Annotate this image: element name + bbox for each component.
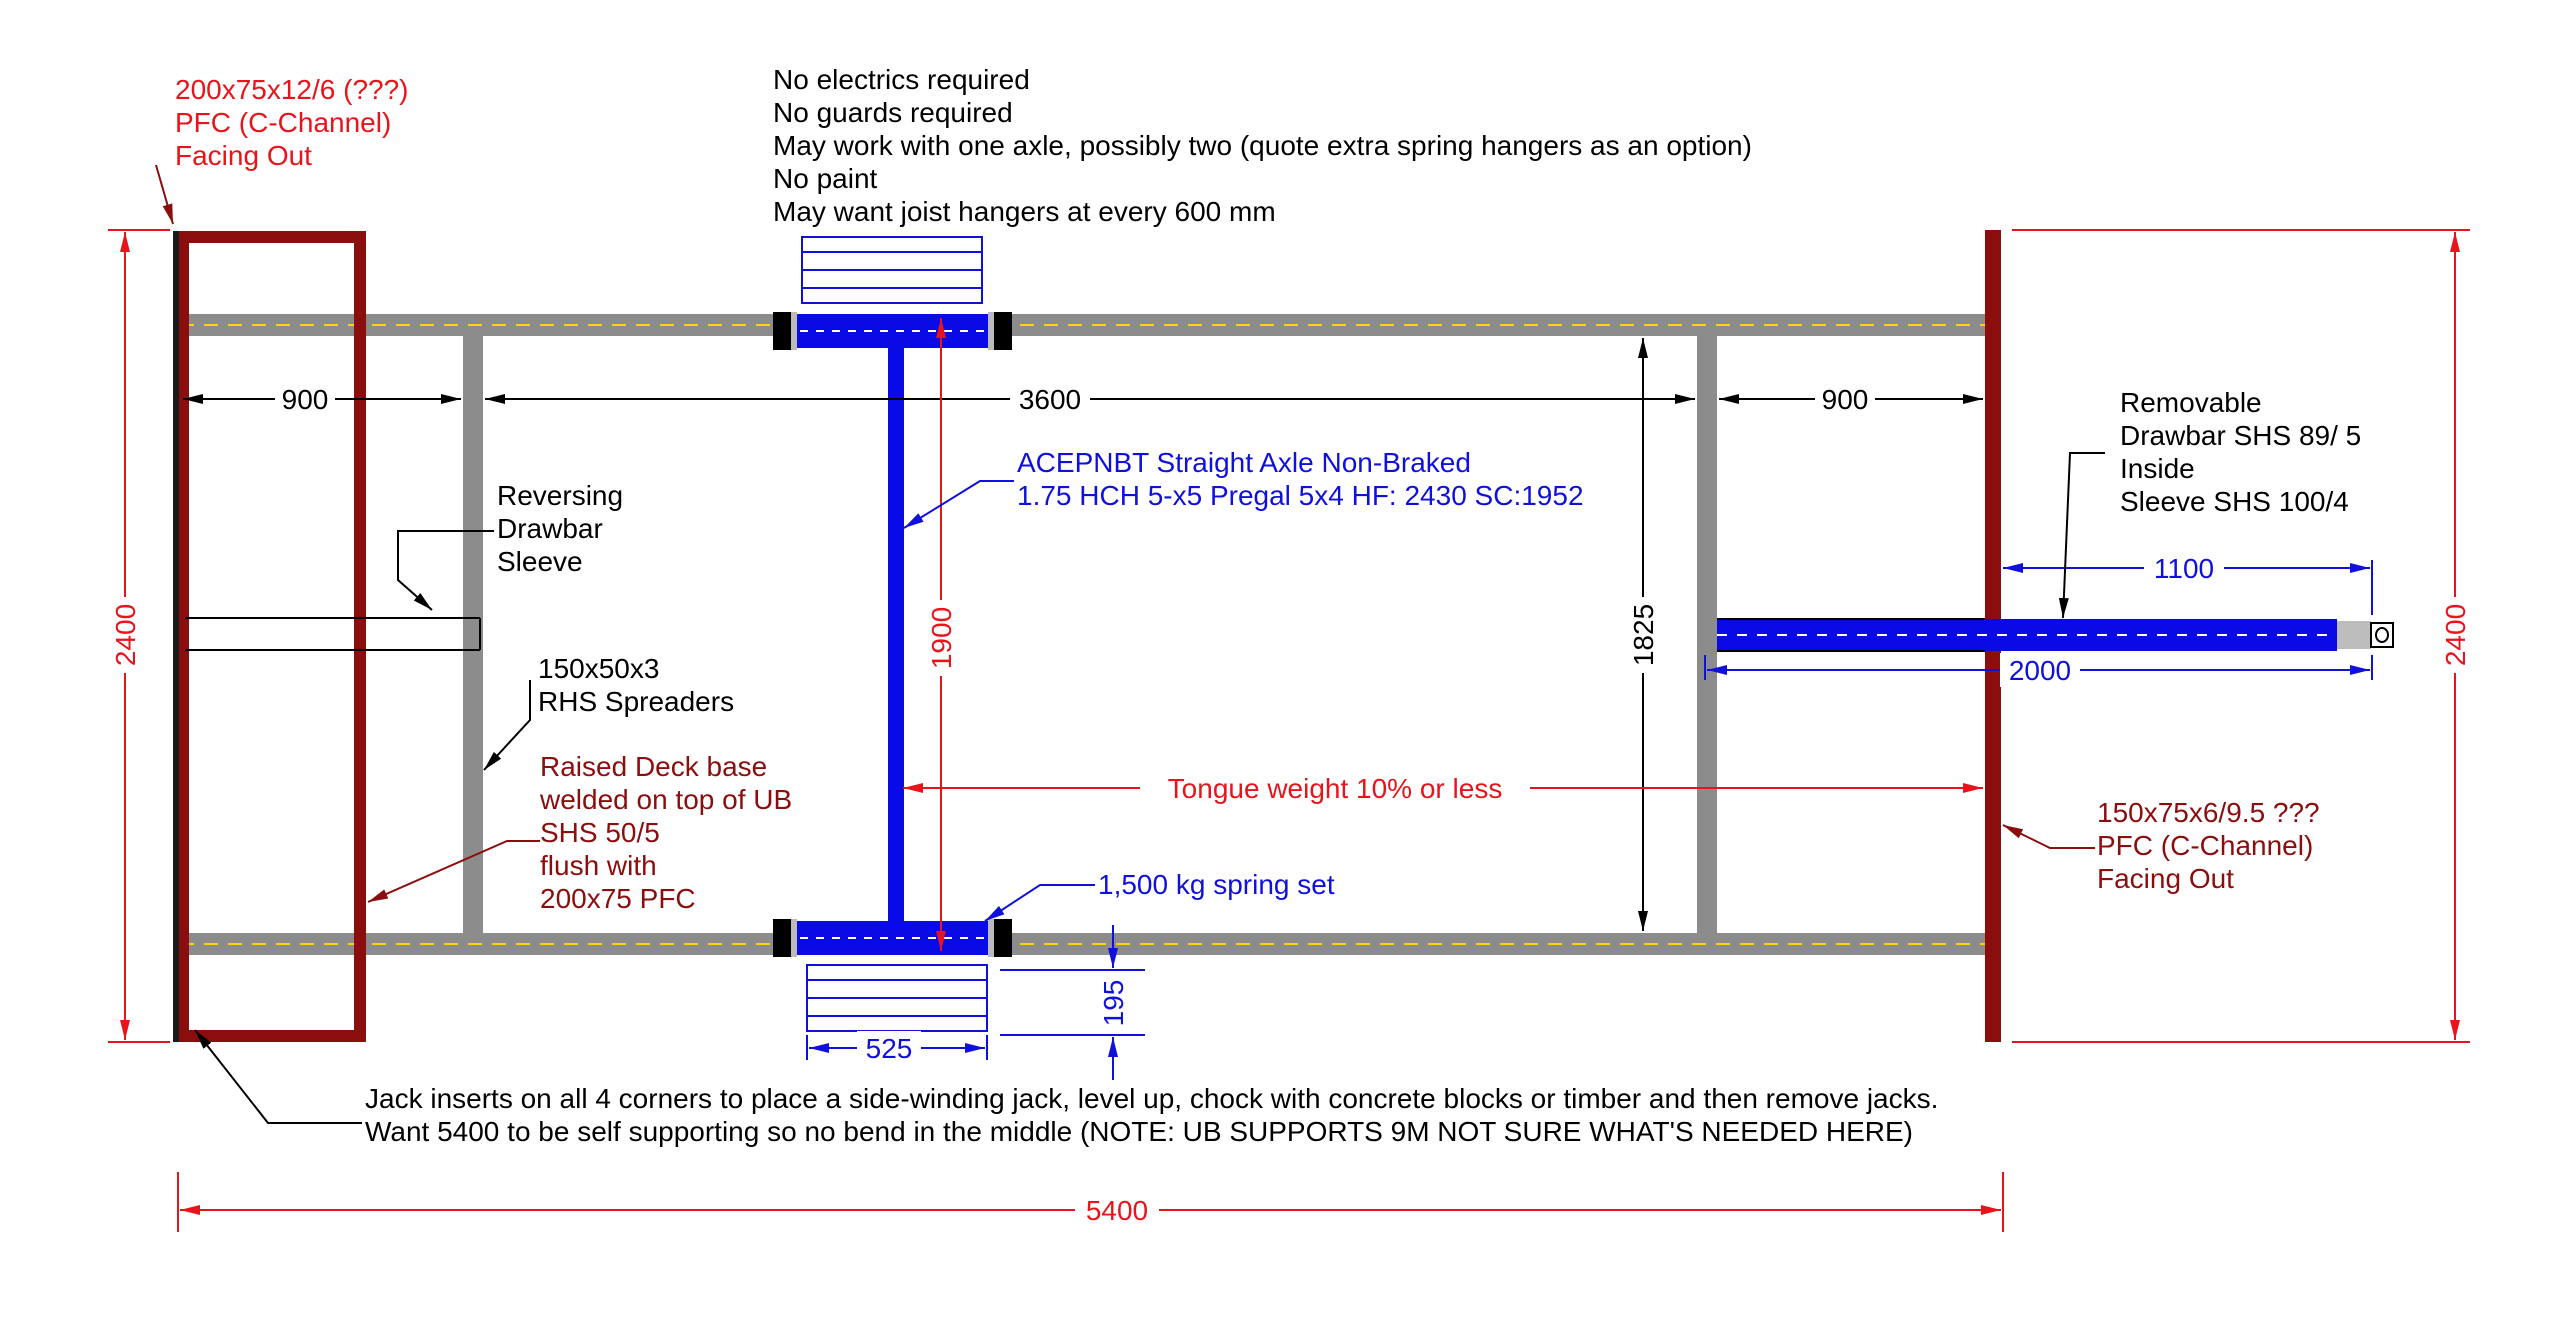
note-line-5: May want joist hangers at every 600 mm bbox=[773, 196, 1276, 227]
jack-note-line-2: Want 5400 to be self supporting so no bend in the middle (NOTE: UB SUPPORTS 9M NOT SURE WHAT'S NEEDED HERE) bbox=[365, 1116, 1913, 1147]
pfc-left-line-1: 200x75x12/6 (???) bbox=[175, 74, 409, 105]
hanger-bottom-right-cap bbox=[988, 919, 994, 957]
reversing-line-1: Reversing bbox=[497, 480, 624, 511]
pfc-left-line-2: PFC (C-Channel) bbox=[175, 107, 392, 138]
drawbar-label bbox=[2120, 387, 2361, 517]
tongue-weight-label: Tongue weight 10% or less bbox=[1167, 773, 1503, 804]
axle-line-1: ACEPNBT Straight Axle Non-Braked bbox=[1017, 447, 1471, 478]
bottom-wheel bbox=[807, 965, 987, 1031]
pfc-right-line-1: 150x75x6/9.5 ??? bbox=[2097, 797, 2320, 828]
drawbar-line-3: Inside bbox=[2120, 453, 2195, 484]
raised-deck-line-1: Raised Deck base bbox=[540, 751, 768, 782]
notes-block bbox=[773, 64, 1752, 227]
dim-2400-left: 2400 bbox=[110, 603, 141, 667]
pfc-left-line-3: Facing Out bbox=[175, 140, 312, 171]
dim-3600: 3600 bbox=[1018, 384, 1082, 415]
axle-label bbox=[1017, 447, 1584, 511]
dim-1100: 1100 bbox=[2153, 553, 2215, 584]
hanger-top-left bbox=[773, 312, 791, 350]
reversing-line-2: Drawbar bbox=[497, 513, 603, 544]
pfc-left-label bbox=[175, 74, 409, 171]
reversing-sleeve-label bbox=[497, 480, 623, 577]
drawbar-leader bbox=[2063, 453, 2105, 618]
dim-1900: 1900 bbox=[926, 606, 957, 670]
drawbar-line-2: Drawbar SHS 89/ 5 bbox=[2120, 420, 2362, 451]
drawbar-line-4: Sleeve SHS 100/4 bbox=[2120, 486, 2349, 517]
left-pfc-frame bbox=[183, 237, 360, 1036]
dim-195: 195 bbox=[1098, 979, 1129, 1027]
top-wheel bbox=[802, 237, 982, 303]
dim-2000: 2000 bbox=[2008, 655, 2072, 686]
raised-deck-line-2: welded on top of UB bbox=[540, 784, 793, 815]
raised-deck-leader bbox=[368, 841, 540, 902]
coupling-tip bbox=[2337, 621, 2371, 649]
spreaders-line-1: 150x50x3 bbox=[538, 653, 660, 684]
raised-deck-line-3: SHS 50/5 bbox=[540, 817, 660, 848]
pfc-left-leader bbox=[156, 165, 173, 224]
reversing-line-3: Sleeve bbox=[497, 546, 583, 577]
spring-set-label: 1,500 kg spring set bbox=[1098, 869, 1335, 900]
pfc-right-line-2: PFC (C-Channel) bbox=[2097, 830, 2314, 861]
spring-set-leader bbox=[985, 885, 1095, 921]
right-spreader bbox=[1697, 336, 1717, 933]
hanger-top-right bbox=[994, 312, 1012, 350]
pfc-right-leader bbox=[2003, 825, 2095, 848]
raised-deck-line-5: 200x75 PFC bbox=[540, 883, 696, 914]
pfc-right-line-3: Facing Out bbox=[2097, 863, 2234, 894]
note-line-1: No electrics required bbox=[773, 64, 1030, 95]
jack-note-line-1: Jack inserts on all 4 corners to place a side-winding jack, level up, chock with concrete blocks or timber and then remove jacks. bbox=[365, 1083, 1939, 1114]
axle-line-2: 1.75 HCH 5-x5 Pregal 5x4 HF: 2430 SC:1952 bbox=[1017, 480, 1584, 511]
note-line-2: No guards required bbox=[773, 97, 1013, 128]
dim-2400-right: 2400 bbox=[2440, 603, 2471, 667]
axle-leader bbox=[904, 481, 1014, 528]
dim-525: 525 bbox=[865, 1033, 913, 1064]
dim-1825: 1825 bbox=[1628, 603, 1659, 667]
spreaders-line-2: RHS Spreaders bbox=[538, 686, 735, 717]
pfc-right-label bbox=[2097, 797, 2320, 894]
note-line-4: No paint bbox=[773, 163, 878, 194]
spreaders-leader bbox=[484, 680, 530, 770]
hanger-bottom-left bbox=[773, 919, 791, 957]
note-line-3: May work with one axle, possibly two (quote extra spring hangers as an option) bbox=[773, 130, 1752, 161]
jack-note-leader bbox=[195, 1030, 362, 1123]
hanger-top-right-cap bbox=[988, 312, 994, 350]
raised-deck-label bbox=[539, 751, 792, 914]
dim-5400: 5400 bbox=[1085, 1195, 1149, 1226]
raised-deck-line-4: flush with bbox=[540, 850, 657, 881]
spreaders-label bbox=[538, 653, 734, 717]
coupling-eye bbox=[2371, 623, 2393, 647]
drawbar-line-1: Removable bbox=[2120, 387, 2262, 418]
hanger-bottom-right bbox=[994, 919, 1012, 957]
jack-note bbox=[365, 1083, 1938, 1147]
left-pfc-dark-edge bbox=[173, 231, 179, 1042]
hanger-top-left-cap bbox=[791, 312, 797, 350]
dim-900-right: 900 bbox=[1821, 384, 1869, 415]
dim-900-left: 900 bbox=[281, 384, 329, 415]
hanger-bottom-left-cap bbox=[791, 919, 797, 957]
axle-beam bbox=[888, 336, 904, 933]
